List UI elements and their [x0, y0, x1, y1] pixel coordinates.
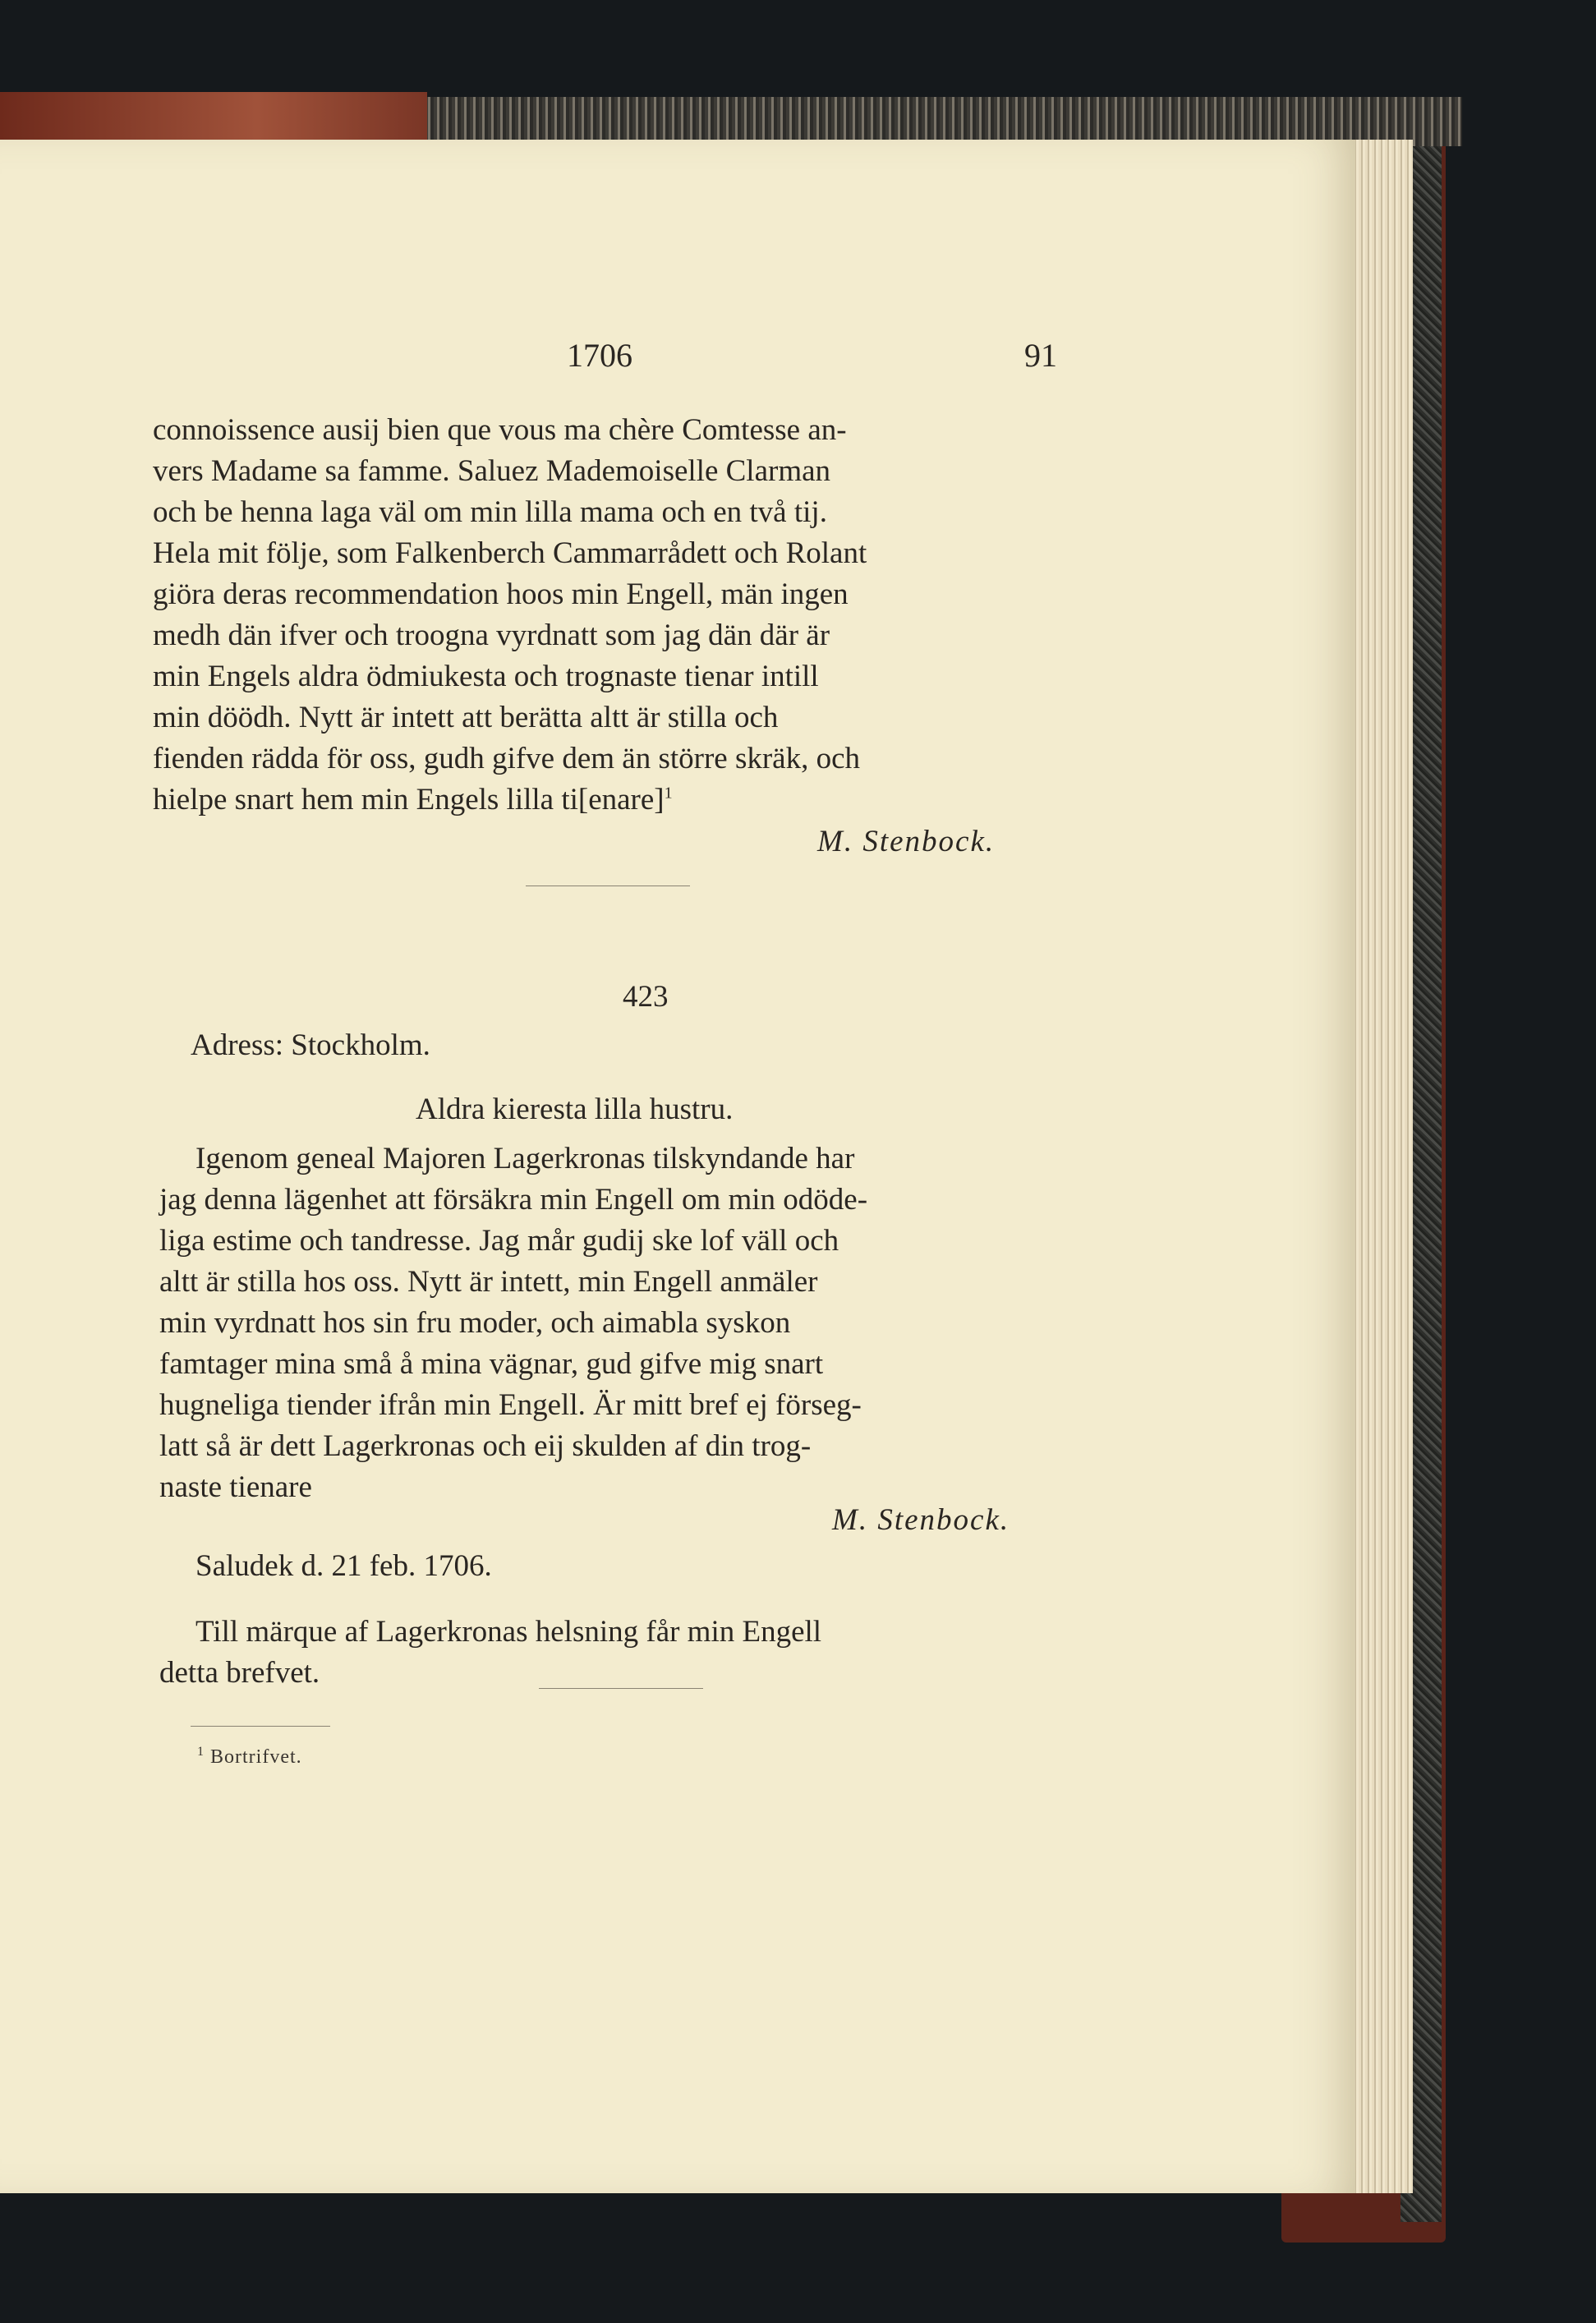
text-line-content: hielpe snart hem min Engels lilla ti[enare]	[153, 783, 665, 816]
text-line: famtager mina små å mina vägnar, gud gifve mig snart	[159, 1347, 824, 1381]
signature: M. Stenbock.	[832, 1503, 1010, 1537]
footnote-marker: 1	[197, 1745, 205, 1759]
page-number: 91	[1024, 337, 1057, 374]
text-line: Hela mit följe, som Falkenberch Cammarrådett och Rolant	[153, 536, 867, 570]
dateline: Saludek d. 21 feb. 1706.	[195, 1549, 492, 1583]
postscript-line: Till märque af Lagerkronas helsning får min Engell	[195, 1615, 822, 1649]
footnote-reference: 1	[664, 784, 673, 803]
text-line: vers Madame sa famme. Saluez Mademoiselle Clarman	[153, 454, 831, 488]
text-line: medh dän ifver och troogna vyrdnatt som jag dän där är	[153, 619, 830, 652]
text-line: altt är stilla hos oss. Nytt är intett, min Engell anmäler	[159, 1265, 818, 1299]
text-line: och be henna laga väl om min lilla mama och en två tij.	[153, 495, 827, 529]
footnote-text: Bortrifvet.	[210, 1746, 302, 1768]
footnote-rule	[191, 1726, 330, 1727]
text-line: min döödh. Nytt är intett att berätta altt är stilla och	[153, 701, 779, 734]
text-line: jag denna lägenhet att försäkra min Engell om min odöde-	[159, 1183, 868, 1217]
text-line: naste tienare	[159, 1470, 312, 1504]
text-line: latt så är dett Lagerkronas och eij skulden af din trog-	[159, 1429, 812, 1463]
letter-number: 423	[623, 980, 669, 1014]
text-line: liga estime och tandresse. Jag mår gudij ske lof väll och	[159, 1224, 839, 1258]
book-page	[0, 140, 1355, 2193]
signature: M. Stenbock.	[817, 825, 996, 858]
text-line	[153, 784, 673, 815]
text-line: fienden rädda för oss, gudh gifve dem än större skräk, och	[153, 742, 861, 775]
footnote	[197, 1746, 302, 1767]
salutation: Aldra kieresta lilla hustru.	[416, 1092, 734, 1126]
text-line: giöra deras recommendation hoos min Engell, män ingen	[153, 577, 849, 611]
text-line: min vyrdnatt hos sin fru moder, och aimabla syskon	[159, 1306, 791, 1340]
text-line: Igenom geneal Majoren Lagerkronas tilskyndande har	[195, 1142, 855, 1175]
text-line: connoissence ausij bien que vous ma chère Comtesse an-	[153, 413, 847, 447]
book-top-edge-binding	[0, 92, 427, 140]
text-line: hugneliga tiender ifrån min Engell. Är mitt bref ej förseg-	[159, 1388, 862, 1422]
address-line: Adress: Stockholm.	[191, 1028, 430, 1062]
postscript-line: detta brefvet.	[159, 1656, 320, 1690]
running-header-year: 1706	[567, 337, 632, 374]
text-line: min Engels aldra ödmiukesta och trognaste tienar intill	[153, 660, 819, 693]
section-divider	[539, 1688, 703, 1689]
